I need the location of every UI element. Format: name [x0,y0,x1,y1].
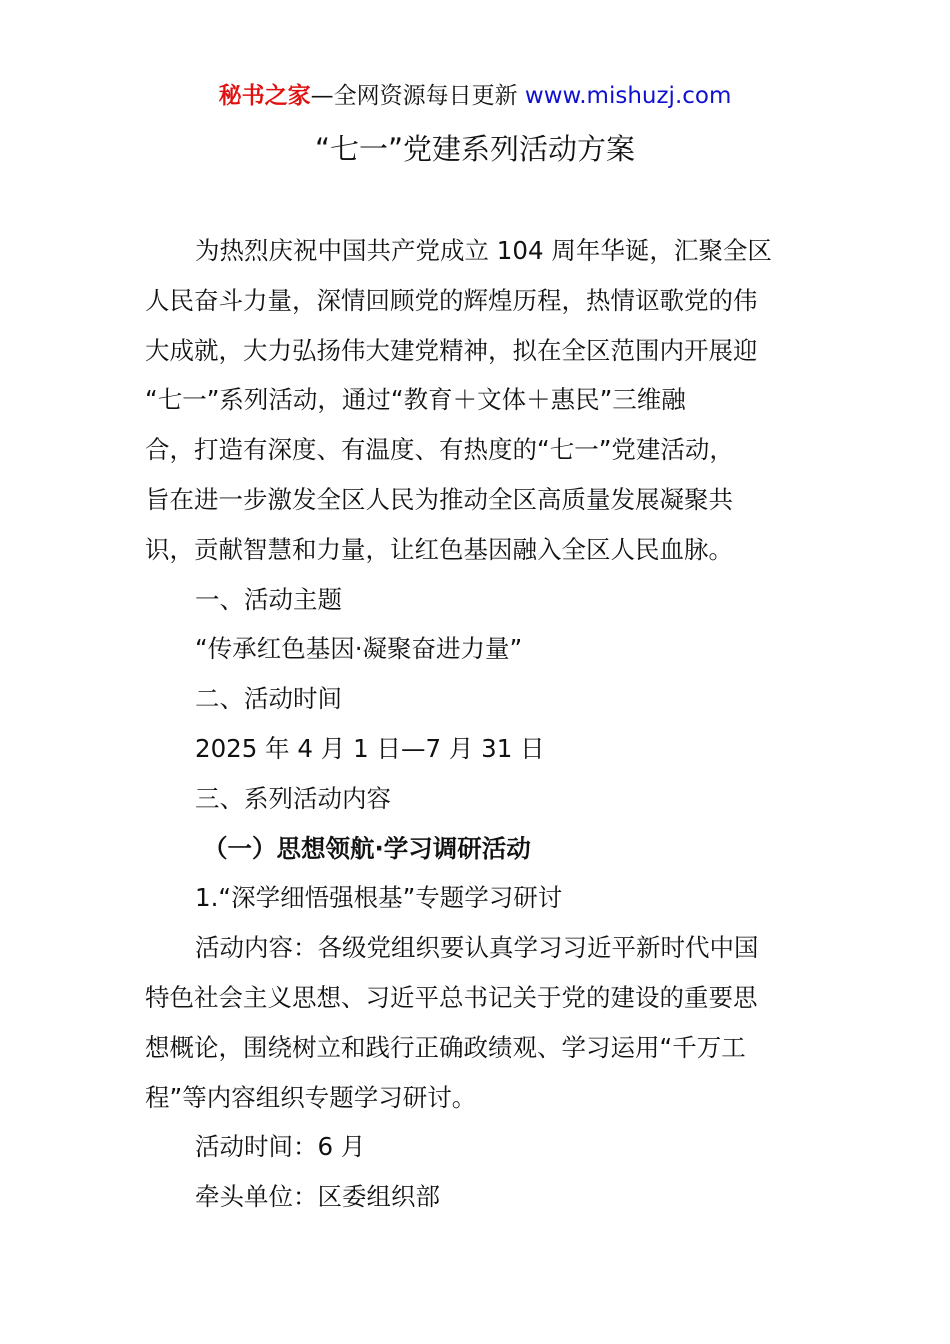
theme-text: “传承红色基因·凝聚奋进力量” [195,634,523,664]
paragraph-line: 想概论，围绕树立和践行正确政绩观、学习运用“千万工 [145,1032,746,1062]
paragraph-line: 特色社会主义思想、习近平总书记关于党的建设的重要思 [145,982,758,1012]
paragraph-line: 识，贡献智慧和力量，让红色基因融入全区人民血脉。 [145,534,733,564]
site-url-link[interactable]: www.mishuzj.com [524,83,732,109]
paragraph-line: 程”等内容组织专题学习研讨。 [145,1082,477,1112]
section-heading: 二、活动时间 [195,684,342,714]
brand-name: 秘书之家 [218,83,311,109]
paragraph-line: “七一”系列活动，通过“教育＋文体＋惠民”三维融 [145,385,686,415]
site-header [0,80,950,112]
document-title: “七一”党建系列活动方案 [314,132,636,166]
paragraph-line: 合，打造有深度、有温度、有热度的“七一”党建活动， [145,435,734,465]
paragraph-line: 旨在进一步激发全区人民为推动全区高质量发展凝聚共 [145,484,733,514]
lead-unit-line: 牵头单位：区委组织部 [195,1182,440,1212]
document-body [145,226,807,1222]
paragraph-line: 为热烈庆祝中国共产党成立 104 周年华诞，汇聚全区 [195,236,772,265]
paragraph-line: 活动内容：各级党组织要认真学习习近平新时代中国 [195,933,759,963]
paragraph-line: 人民奋斗力量，深情回顾党的辉煌历程，热情讴歌党的伟 [145,285,758,315]
activity-time-line: 活动时间：6 月 [195,1132,366,1162]
subsection-heading: （一）思想领航·学习调研活动 [203,833,531,863]
date-range-text: 2025 年 4 月 1 日—7 月 31 日 [195,733,545,763]
section-heading: 一、活动主题 [195,584,342,614]
item-heading: 1.“深学细悟强根基”专题学习研讨 [195,883,563,913]
section-heading: 三、系列活动内容 [195,783,391,813]
paragraph-line: 大成就，大力弘扬伟大建党精神，拟在全区范围内开展迎 [145,335,758,365]
header-tagline: —全网资源每日更新 [310,83,525,109]
